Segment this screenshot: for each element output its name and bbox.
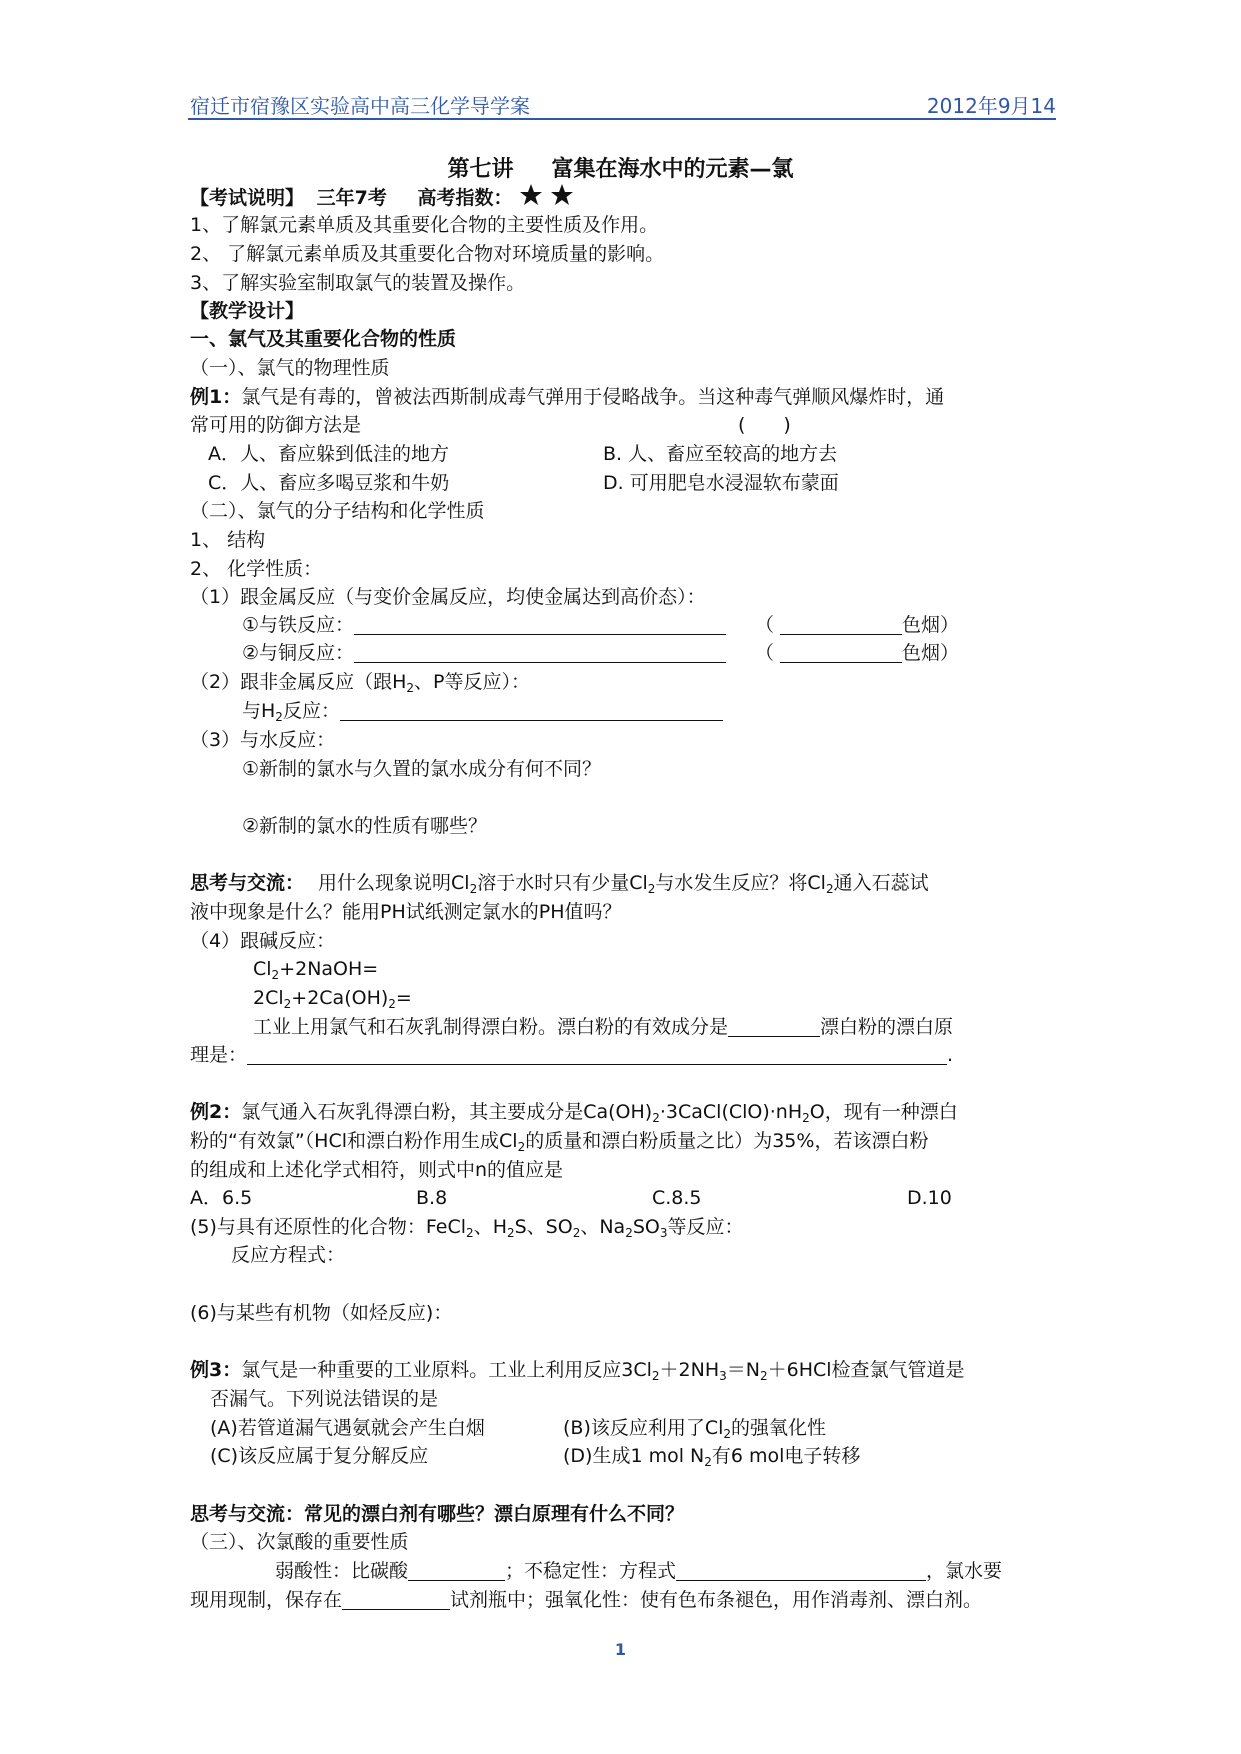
page-number: 1 bbox=[614, 1640, 627, 1659]
nonmetal-text-b: 、P等反应）： bbox=[414, 671, 530, 693]
hclo-text-a: 弱酸性：比碳酸 bbox=[275, 1560, 409, 1582]
fe-reaction-label: ①与铁反应： bbox=[242, 614, 355, 636]
example-1-line-2: 常可用的防御方法是 bbox=[190, 414, 362, 436]
water-heading: （3）与水反应： bbox=[190, 729, 336, 751]
acidity-blank[interactable] bbox=[408, 1560, 505, 1581]
base-heading: （4）跟碱反应： bbox=[190, 930, 336, 952]
hclo-line-2 bbox=[190, 1587, 982, 1613]
h2-reaction-line bbox=[242, 698, 723, 724]
reduce-text-a: (5)与具有还原性的化合物：FeCl bbox=[190, 1216, 467, 1238]
subscript: 2 bbox=[723, 1427, 732, 1441]
think-2-heading: 思考与交流：常见的漂白剂有哪些？漂白原理有什么不同？ bbox=[190, 1503, 685, 1525]
caoh2-equation bbox=[253, 985, 412, 1011]
example-3-option-d bbox=[563, 1443, 860, 1469]
example-1-option-c: C．人、畜应多喝豆浆和牛奶 bbox=[208, 472, 450, 494]
star-icon bbox=[550, 183, 574, 207]
subscript: 2 bbox=[825, 882, 834, 896]
ex2-text-e: 的质量和漂白粉质量之比）为35%，若该漂白粉 bbox=[525, 1130, 929, 1152]
reducing-heading bbox=[190, 1214, 744, 1240]
example-2-option-d: D.10 bbox=[907, 1187, 952, 1209]
h2-text-b: 反应： bbox=[282, 700, 340, 722]
subscript: 2 bbox=[625, 1226, 633, 1240]
subscript: 2 bbox=[466, 1226, 474, 1240]
fe-smoke-open: （ bbox=[755, 614, 775, 636]
fe-smoke-label: 色烟） bbox=[902, 614, 960, 636]
reduce-text-d: 、Na bbox=[580, 1216, 626, 1238]
subscript: 2 bbox=[647, 882, 656, 896]
chemical-heading: 2、 化学性质： bbox=[190, 558, 323, 580]
think-1-line-1 bbox=[190, 870, 929, 896]
subscript: 3 bbox=[659, 1226, 668, 1240]
reducing-equation-label: 反应方程式： bbox=[231, 1244, 346, 1266]
reduce-text-e: SO bbox=[632, 1216, 660, 1238]
example-2-label: 例2： bbox=[190, 1101, 242, 1123]
example-1-option-b: B. 人、畜应至较高的地方去 bbox=[603, 443, 838, 465]
ex2-text-a: 氯气通入石灰乳得漂白粉，其主要成分是Ca(OH) bbox=[241, 1101, 653, 1123]
bleach-line-1 bbox=[253, 1014, 953, 1040]
exam-index-label: 高考指数： bbox=[417, 187, 513, 209]
ex3-d-text-a: (D)生成1 mol N bbox=[563, 1445, 705, 1467]
fe-smoke-line bbox=[755, 612, 959, 638]
naoh-equation bbox=[253, 956, 378, 982]
water-question-2: ②新制的氯水的性质有哪些？ bbox=[242, 815, 488, 837]
exam-item-1: 1、了解氯元素单质及其重要化合物的主要性质及作用。 bbox=[190, 214, 659, 236]
hclo-line-1 bbox=[275, 1558, 1002, 1584]
nonmetal-heading bbox=[190, 669, 530, 695]
cu-smoke-open: （ bbox=[755, 642, 775, 664]
subscript: 2 bbox=[652, 1111, 660, 1125]
example-2-option-a: A．6.5 bbox=[190, 1187, 253, 1209]
water-question-1: ①新制的氯水与久置的氯水成分有何不同？ bbox=[242, 758, 602, 780]
bleach-text-c: 理是： bbox=[190, 1044, 248, 1066]
think-1-line-2: 液中现象是什么？能用PH试纸测定氯水的PH值吗？ bbox=[190, 901, 622, 923]
cu-smoke-line bbox=[755, 640, 959, 666]
subscript: 3 bbox=[719, 1369, 727, 1383]
example-1-line-1 bbox=[190, 384, 944, 410]
cu-equation-blank[interactable] bbox=[354, 642, 726, 663]
subscript: 2 bbox=[275, 710, 283, 724]
bleach-component-blank[interactable] bbox=[728, 1016, 820, 1037]
eq2-text-a: 2Cl bbox=[253, 987, 284, 1009]
example-2-line-1 bbox=[190, 1099, 958, 1125]
hclo-text-e: 试剂瓶中；强氧化性：使有色布条褪色，用作消毒剂、漂白剂。 bbox=[450, 1589, 983, 1611]
teaching-label: 【教学设计】 bbox=[190, 300, 305, 322]
nonmetal-text-a: （2）跟非金属反应（跟H bbox=[190, 671, 407, 693]
eq1-text-a: Cl bbox=[253, 958, 272, 980]
exam-note-line bbox=[190, 183, 574, 211]
example-2-line-3: 的组成和上述化学式相符，则式中n的值应是 bbox=[190, 1159, 564, 1181]
example-3-line-2: 否漏气。下列说法错误的是 bbox=[210, 1388, 439, 1410]
exam-note-label: 【考试说明】 bbox=[190, 187, 305, 209]
bleach-text-b: 漂白粉的漂白原 bbox=[820, 1016, 954, 1038]
header-rule bbox=[188, 118, 1056, 120]
think-1-text-c: 与水发生反应？将Cl bbox=[655, 872, 826, 894]
h2-text-a: 与H bbox=[242, 700, 276, 722]
eq1-text-b: +2NaOH= bbox=[279, 958, 379, 980]
example-1-text: 氯气是有毒的，曾被法西斯制成毒气弹用于侵略战争。当这种毒气弹顺风爆炸时，通 bbox=[241, 386, 945, 408]
fe-equation-blank[interactable] bbox=[354, 614, 726, 635]
bleach-text-a: 工业上用氯气和石灰乳制得漂白粉。漂白粉的有效成分是 bbox=[253, 1016, 729, 1038]
cu-smoke-blank[interactable] bbox=[780, 642, 902, 663]
hclo-text-b: ；不稳定性：方程式 bbox=[505, 1560, 677, 1582]
decomposition-equation-blank[interactable] bbox=[676, 1560, 926, 1581]
subscript: 2 bbox=[704, 1455, 712, 1469]
eq2-text-b: +2Ca(OH) bbox=[291, 987, 389, 1009]
storage-bottle-blank[interactable] bbox=[342, 1589, 450, 1610]
reduce-text-f: 等反应： bbox=[667, 1216, 744, 1238]
example-1-option-a: A．人、畜应躲到低洼的地方 bbox=[208, 443, 449, 465]
subsection-hclo: （三）、次氯酸的重要性质 bbox=[190, 1531, 409, 1553]
cu-reaction-line bbox=[242, 640, 726, 666]
fe-smoke-blank[interactable] bbox=[780, 614, 902, 635]
think-1-text-a: 用什么现象说明Cl bbox=[318, 872, 470, 894]
example-3-label: 例3： bbox=[190, 1359, 242, 1381]
think-1-text-d: 通入石蕊试 bbox=[833, 872, 929, 894]
subscript: 2 bbox=[759, 1369, 768, 1383]
subscript: 2 bbox=[388, 997, 396, 1011]
ex2-text-d: 粉的“有效氯”（HCl和漂白粉作用生成Cl bbox=[190, 1130, 518, 1152]
metal-reaction-heading: （1）跟金属反应（与变价金属反应，均使金属达到高价态）： bbox=[190, 586, 706, 608]
ex3-text-c: ＝N bbox=[726, 1359, 760, 1381]
reduce-text-c: S、SO bbox=[514, 1216, 573, 1238]
subscript: 2 bbox=[406, 681, 415, 695]
exam-item-2: 2、 了解氯元素单质及其重要化合物对环境质量的影响。 bbox=[190, 243, 665, 265]
example-3-option-b bbox=[563, 1415, 826, 1441]
example-1-option-d: D. 可用肥皂水浸湿软布蒙面 bbox=[603, 472, 839, 494]
h2-equation-blank[interactable] bbox=[340, 700, 723, 721]
subsection-physical: （一）、氯气的物理性质 bbox=[190, 357, 390, 379]
ex3-b-text-b: 的强氧化性 bbox=[731, 1417, 827, 1439]
cu-reaction-label: ②与铜反应： bbox=[242, 642, 355, 664]
hclo-text-c: ，氯水要 bbox=[926, 1560, 1003, 1582]
page-title bbox=[0, 152, 1241, 183]
subscript: 2 bbox=[572, 1226, 581, 1240]
think-1-label: 思考与交流： bbox=[190, 872, 305, 894]
ex2-text-c: O，现有一种漂白 bbox=[809, 1101, 958, 1123]
ex2-text-b: ·3CaCl(ClO)·nH bbox=[659, 1101, 803, 1123]
section-1-heading: 一、氯气及其重要化合物的性质 bbox=[190, 328, 457, 350]
ex3-d-text-b: 有6 mol电子转移 bbox=[711, 1445, 861, 1467]
subscript: 2 bbox=[271, 968, 280, 982]
header-date: 2012年9月14 bbox=[926, 94, 1056, 118]
example-3-line-1 bbox=[190, 1357, 965, 1383]
star-icon bbox=[519, 183, 543, 207]
cu-smoke-label: 色烟） bbox=[902, 642, 960, 664]
header-school: 宿迁市宿豫区实验高中高三化学导学案 bbox=[190, 94, 530, 118]
subscript: 2 bbox=[283, 997, 292, 1011]
ex3-b-text-a: (B)该反应利用了Cl bbox=[563, 1417, 724, 1439]
hclo-text-d: 现用现制，保存在 bbox=[190, 1589, 343, 1611]
subscript: 2 bbox=[517, 1140, 526, 1154]
title-lecture: 第七讲 bbox=[447, 157, 514, 182]
example-3-option-a: (A)若管道漏气遇氨就会产生白烟 bbox=[210, 1417, 485, 1439]
title-topic: 富集在海水中的元素—氯 bbox=[551, 157, 794, 182]
subscript: 2 bbox=[469, 882, 478, 896]
example-1-label: 例1： bbox=[190, 386, 242, 408]
subsection-chemical: （二）、氯气的分子结构和化学性质 bbox=[190, 500, 485, 522]
subscript: 2 bbox=[651, 1369, 660, 1383]
example-2-line-2 bbox=[190, 1128, 928, 1154]
reduce-text-b: 、H bbox=[473, 1216, 507, 1238]
organic-heading: (6)与某些有机物（如烃反应)： bbox=[190, 1302, 453, 1324]
bleach-principle-blank[interactable] bbox=[247, 1044, 947, 1065]
example-3-option-c: (C)该反应属于复分解反应 bbox=[210, 1445, 429, 1467]
exam-frequency: 三年7考 bbox=[316, 187, 387, 209]
eq2-text-c: = bbox=[395, 987, 412, 1009]
ex3-text-b: ＋2NH bbox=[659, 1359, 720, 1381]
ex3-text-d: ＋6HCl检查氯气管道是 bbox=[767, 1359, 965, 1381]
think-1-text-b: 溶于水时只有少量Cl bbox=[477, 872, 648, 894]
subscript: 2 bbox=[506, 1226, 515, 1240]
bleach-line-2 bbox=[190, 1042, 953, 1068]
example-2-option-b: B.8 bbox=[416, 1187, 448, 1209]
ex3-text-a: 氯气是一种重要的工业原料。工业上利用反应3Cl bbox=[241, 1359, 652, 1381]
example-2-option-c: C.8.5 bbox=[652, 1187, 702, 1209]
bleach-end: . bbox=[947, 1044, 954, 1066]
structure-heading: 1、 结构 bbox=[190, 529, 266, 551]
example-1-answer-paren: ( ) bbox=[738, 414, 791, 436]
exam-item-3: 3、了解实验室制取氯气的装置及操作。 bbox=[190, 272, 526, 294]
fe-reaction-line bbox=[242, 612, 726, 638]
subscript: 2 bbox=[802, 1111, 810, 1125]
